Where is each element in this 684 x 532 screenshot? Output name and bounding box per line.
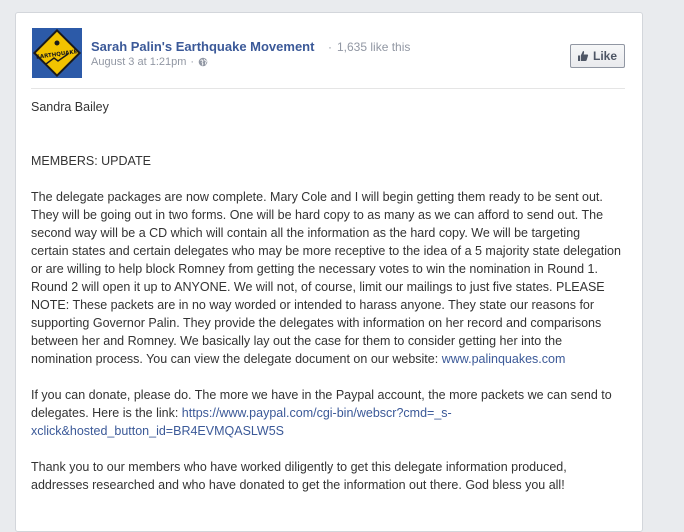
svg-text:EARTHQUAKE: EARTHQUAKE bbox=[35, 49, 78, 61]
paragraph-text: The delegate packages are now complete. Mary Cole and I will begin getting them ready to be sent out. They will be going out in two forms. One will be hard copy to as many as we can afford to send out. The second way will be a CD which will contain all the information as the hard copy. We will be targeting certain states and certain delegates who may be more receptive to the idea of a 5 majority state delegation or are willing to help block Romney from getting the necessary votes to win the nomination in Round 1. Round 2 will open it up to ANYONE. We will not, of course, limit our mailings to just five states. PLEASE NOTE: These packets are in no way worded or intended to harass anyone. They state our reasons for supporting Governor Palin. They provide the delegates with information on her record and comparisons between her and Romney. We basically lay out the case for them to consider getting her into the nomination process. You can view the delegate document on our website: bbox=[31, 190, 621, 366]
post-body bbox=[31, 98, 621, 512]
globe-icon[interactable] bbox=[198, 57, 208, 67]
paypal-link[interactable]: https://www.paypal.com/cgi-bin/webscr?cmd=_s-xclick&hosted_button_id=BR4EVMQASLW5S bbox=[31, 406, 452, 438]
likes-count bbox=[328, 40, 410, 54]
paragraph-text: If you can donate, please do. The more we have in the Paypal account, the more packets we can send to delegates. Here is the link: bbox=[31, 388, 612, 420]
separator-dot: · bbox=[328, 40, 332, 54]
page-avatar[interactable] bbox=[32, 28, 82, 78]
post-meta bbox=[91, 56, 208, 68]
page-name-link[interactable]: Sarah Palin's Earthquake Movement bbox=[91, 39, 315, 54]
post-paragraph: Thank you to our members who have worked diligently to get this delegate information produced, addresses researched and who have donated to get the information out there. God bless you all! bbox=[31, 460, 567, 492]
website-link[interactable]: www.palinquakes.com bbox=[441, 352, 566, 366]
post-header bbox=[16, 13, 642, 91]
likes-count-text: 1,635 like this bbox=[337, 40, 411, 54]
like-button-label: Like bbox=[592, 49, 617, 63]
earthquake-sign-logo-icon bbox=[32, 28, 82, 78]
like-page-button[interactable] bbox=[570, 44, 625, 68]
post-paragraph bbox=[31, 386, 621, 440]
post-author: Sandra Bailey bbox=[31, 100, 109, 114]
post-heading: MEMBERS: UPDATE bbox=[31, 154, 151, 168]
header-divider bbox=[31, 88, 625, 89]
thumbs-up-icon bbox=[577, 50, 589, 62]
separator-dot: · bbox=[190, 56, 195, 68]
post-paragraph bbox=[31, 188, 621, 368]
post-card bbox=[15, 12, 643, 532]
post-timestamp-link[interactable]: August 3 at 1:21pm bbox=[91, 56, 187, 68]
